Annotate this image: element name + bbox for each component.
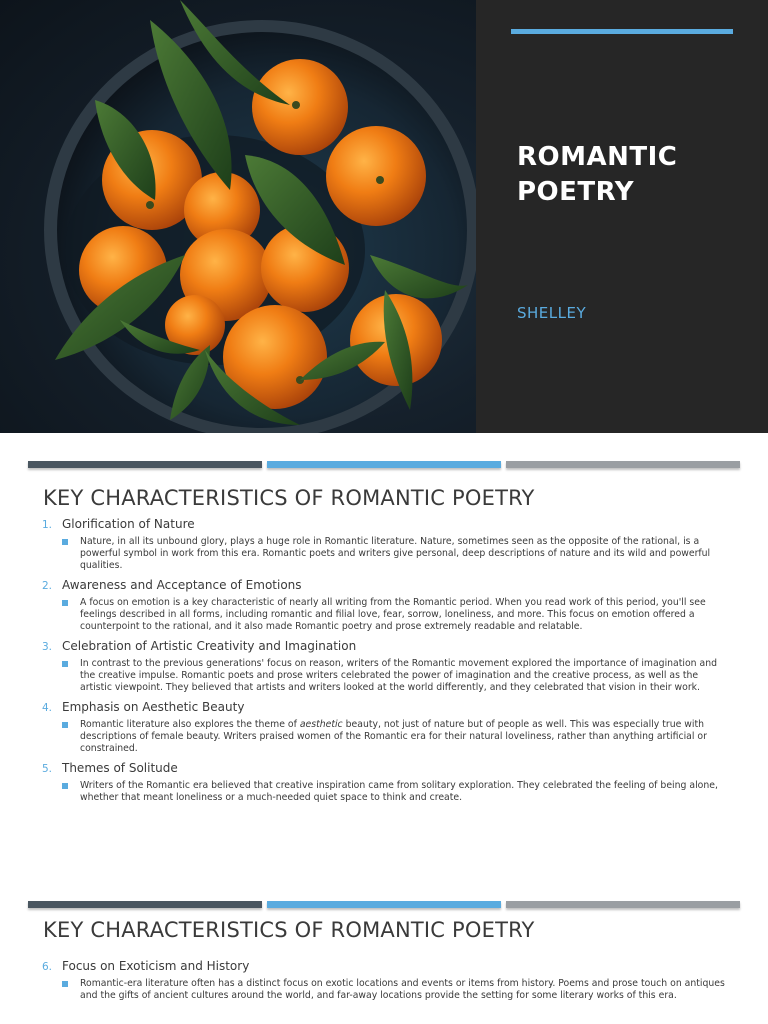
item-title: Themes of Solitude	[62, 761, 178, 775]
header-bar-dark	[28, 901, 262, 908]
header-bar-gray	[506, 461, 740, 468]
item-title: Emphasis on Aesthetic Beauty	[62, 700, 245, 714]
title-slide	[0, 0, 768, 433]
item-number: 3.	[42, 641, 53, 653]
header-bar-blue	[267, 901, 501, 908]
item-description: A focus on emotion is a key characteristic of nearly all writing from the Romantic period. When you read work of this period, you'll see feelings described in all forms, including romantic and filial love, fear, sorrow, loneliness, and more. This focus on emotion offered a counterpoint to the rational, and it also made Romantic poetry and prose extremely readable and relatable.	[80, 597, 706, 632]
list-item	[42, 761, 732, 804]
title-panel	[476, 0, 768, 433]
header-bars	[28, 901, 741, 909]
item-description-part: beauty, not just of nature but of people as well. This was especially true with descriptions of female beauty. Writers praised women of the Romantic era for their natural loveliness, rather than anything artificial or constrained.	[80, 719, 707, 754]
accent-bar	[511, 29, 733, 34]
presentation-subtitle: SHELLEY	[517, 304, 587, 322]
characteristics-list	[42, 517, 732, 810]
bullet-icon	[62, 539, 68, 545]
bullet-icon	[62, 722, 68, 728]
slide-heading: KEY CHARACTERISTICS OF ROMANTIC POETRY	[43, 918, 535, 942]
item-number: 1.	[42, 519, 53, 531]
item-description-part: Romantic literature also explores the theme of	[80, 719, 300, 730]
header-bar-gray	[506, 901, 740, 908]
bullet-icon	[62, 661, 68, 667]
bullet-icon	[62, 783, 68, 789]
item-description: Nature, in all its unbound glory, plays a huge role in Romantic literature. Nature, sometimes seen as the opposite of the rational, is a powerful symbol in work from this era. Romantic poets and writers give personal, deep descriptions of nature and its wild and powerful qualities.	[80, 536, 711, 571]
tangerine-bowl-image	[0, 0, 476, 433]
item-number: 5.	[42, 763, 53, 775]
list-item	[42, 517, 732, 572]
item-number: 4.	[42, 702, 53, 714]
bullet-icon	[62, 600, 68, 606]
list-item	[42, 700, 732, 755]
item-description: Writers of the Romantic era believed that creative inspiration came from solitary exploration. They celebrated the feeling of being alone, whether that meant loneliness or a much-needed quiet space to think and create.	[80, 780, 718, 803]
tangerine-bowl-illustration	[0, 0, 476, 433]
item-description-emphasis: aesthetic	[299, 719, 343, 730]
header-bars	[28, 461, 741, 469]
content-slide-2	[0, 873, 768, 1024]
presentation-title	[517, 140, 757, 210]
header-bar-blue	[267, 461, 501, 468]
list-item	[42, 959, 732, 1002]
title-line-1: ROMANTIC	[517, 142, 678, 172]
slide-heading: KEY CHARACTERISTICS OF ROMANTIC POETRY	[43, 486, 535, 510]
bullet-icon	[62, 981, 68, 987]
item-title: Focus on Exoticism and History	[62, 959, 250, 973]
item-title: Awareness and Acceptance of Emotions	[62, 578, 302, 592]
title-line-2: POETRY	[517, 177, 635, 207]
item-description: In contrast to the previous generations' focus on reason, writers of the Romantic movement explored the importance of imagination and the creative impulse. Romantic poets and prose writers celebrated the power of imagination and the creative process, as well as the artistic viewpoint. They believed that artists and writers looked at the world differently, and they celebrated that vision in their work.	[80, 658, 717, 693]
item-description	[80, 719, 725, 755]
item-number: 2.	[42, 580, 53, 592]
list-item	[42, 639, 732, 694]
item-number: 6.	[42, 961, 53, 973]
header-bar-dark	[28, 461, 262, 468]
characteristics-list	[42, 959, 732, 1008]
item-title: Celebration of Artistic Creativity and Imagination	[62, 639, 357, 653]
list-item	[42, 578, 732, 633]
item-description: Romantic-era literature often has a distinct focus on exotic locations and events or items from history. Poems and prose touch on antiques and the gifts of ancient cultures around the world, and far-away locations provide the setting for some literary works of this era.	[80, 978, 725, 1001]
item-title: Glorification of Nature	[62, 517, 195, 531]
content-slide-1	[0, 433, 768, 873]
